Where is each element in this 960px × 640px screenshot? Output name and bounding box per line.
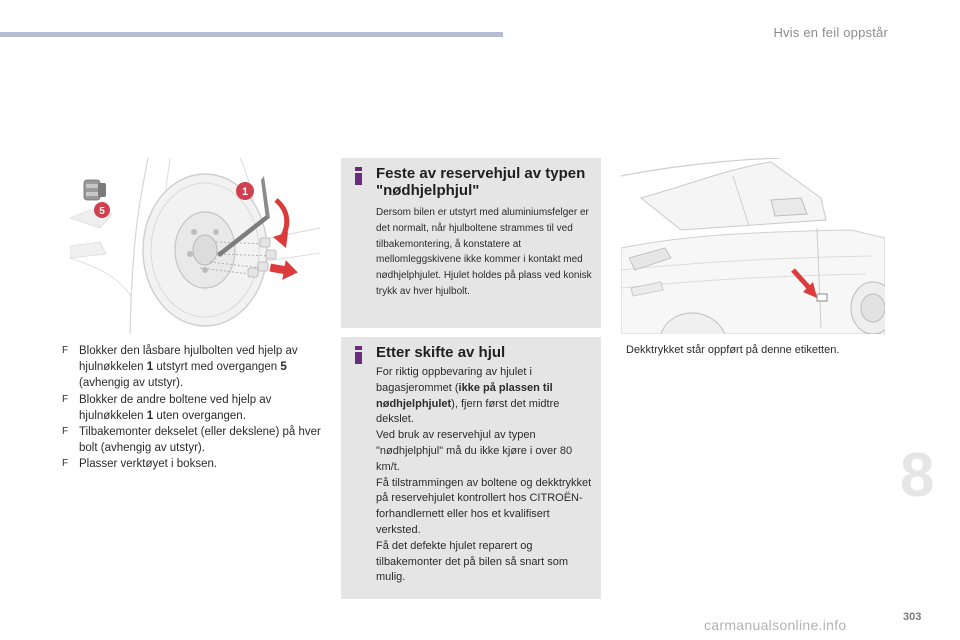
- svg-text:5: 5: [99, 206, 105, 217]
- bullet-marker: F: [62, 393, 69, 405]
- bullet-marker: F: [62, 426, 69, 438]
- info-box-after-wheel-change: [341, 337, 601, 599]
- header-bar: [0, 32, 503, 37]
- car-door-illustration: [621, 158, 885, 334]
- box-title: Feste av reservehjul av typen "nødhjelphjul": [376, 165, 586, 199]
- bullet-marker: F: [62, 345, 69, 356]
- info-box-spare-wheel: [341, 158, 601, 328]
- box-text: [376, 365, 594, 586]
- paragraph: For riktig oppbevaring av hjulet i bagasjerommet (ikke på plassen til nødhjelphjulet), fjern først det midtre dekslet.: [376, 366, 560, 426]
- instruction-item: [62, 392, 324, 424]
- instruction-text: Blokker den låsbare hjulbolten ved hjelp av hjulnøkkelen: [79, 345, 298, 374]
- reference-number: 5: [280, 361, 287, 374]
- watermark: carmanualsonline.info: [704, 617, 847, 633]
- reference-number: 1: [146, 361, 154, 374]
- instruction-text: (avhengig av utstyr).: [79, 377, 184, 390]
- wheel-illustration: [70, 158, 320, 334]
- box-title: Etter skifte av hjul: [376, 344, 506, 361]
- instruction-text: utstyrt med overgangen: [153, 361, 281, 374]
- instruction-text: uten overgangen.: [153, 409, 246, 422]
- instruction-text: Plasser verktøyet i boksen.: [79, 458, 218, 471]
- section-title: Hvis en feil oppstår: [773, 25, 888, 40]
- svg-text:1: 1: [241, 186, 249, 198]
- page-number: 303: [903, 611, 922, 623]
- instruction-item: [62, 456, 324, 472]
- paragraph: Ved bruk av reservehjul av typen "nødhjelphjul" må du ikke kjøre i over 80 km/t.: [376, 429, 573, 473]
- chapter-number: 8: [900, 441, 935, 510]
- paragraph: Få det defekte hjulet reparert og tilbakemonter det på bilen så snart som mulig.: [376, 539, 568, 584]
- instruction-item: [62, 343, 324, 392]
- info-icon: [354, 346, 363, 364]
- instruction-text: Tilbakemonter dekselet (eller dekslene) på hver bolt (avhengig av utstyr).: [79, 426, 321, 455]
- instruction-list: [62, 343, 324, 473]
- bullet-marker: F: [62, 458, 69, 470]
- instruction-item: [62, 424, 324, 456]
- tyre-pressure-caption: Dekktrykket står oppført på denne etiketten.: [626, 344, 840, 356]
- instruction-text: Blokker de andre boltene ved hjelp av hjulnøkkelen: [79, 393, 272, 422]
- info-icon: [354, 167, 363, 185]
- box-text: Dersom bilen er utstyrt med aluminiumsfelger er det normalt, når hjulboltene strammes til ved tilbakemontering, å konstatere at mellomleggskivene ikke kommer i kontakt med nødhjelphjulet. Hjulet holdes på plass ved konisk trykk av hver hjulbolt.: [376, 207, 592, 297]
- reference-number: 1: [146, 409, 154, 422]
- paragraph: Få tilstrammingen av boltene og dekktrykket på reservehjulet kontrollert hos CITROËN-forhandlernett eller hos et kvalifisert verksted.: [376, 476, 592, 536]
